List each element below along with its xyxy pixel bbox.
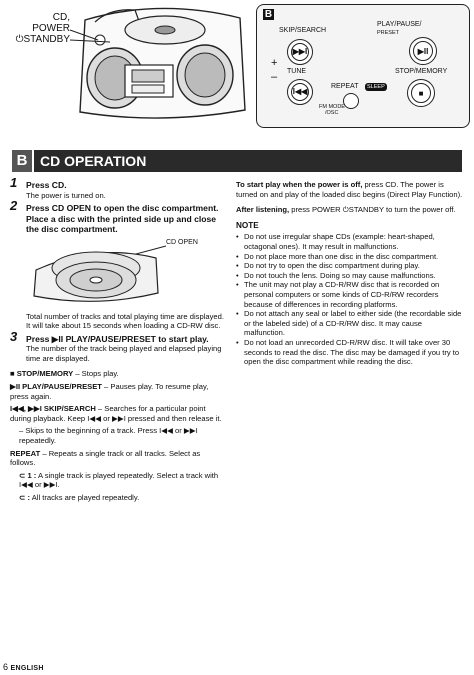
skip-key: I◀◀, ▶▶I SKIP/SEARCH	[10, 404, 96, 414]
power-off-key: To start play when the power is off,	[236, 180, 363, 189]
skip-description	[10, 404, 225, 423]
callout-line-standby: ⏻STANDBY	[15, 34, 70, 45]
skip-forward-icon: ▶▶I	[291, 43, 310, 62]
after-text: press POWER ⏻STANDBY to turn the power off.	[289, 205, 456, 215]
left-column	[10, 175, 225, 506]
language-label: ENGLISH	[10, 665, 44, 672]
note-item: • The unit may not play a CD-R/RW disc that is recorded on personal computers or some kinds of CD-R/RW recorders because of differences in recording platforms.	[236, 280, 464, 309]
callout-line-cd: CD,	[52, 12, 70, 23]
repeat-description	[10, 449, 225, 468]
plus-sign: +	[271, 57, 278, 69]
step-title: Press CD.	[26, 180, 67, 190]
note-item: • Do not try to open the disc compartment during play.	[236, 261, 464, 271]
step-body: The power is turned on.	[26, 190, 106, 200]
step-number: 3	[10, 328, 18, 344]
sleep-label: SLEEP	[367, 84, 385, 90]
stop-memory-label: STOP/MEMORY	[395, 68, 448, 75]
play-pause-button[interactable]	[409, 37, 437, 65]
play-text: – Pauses play. To resume play, press again.	[10, 382, 209, 401]
after-key: After listening,	[236, 205, 290, 215]
note-item: • Do not load an unrecorded CD-R/RW disc. It will take over 30 seconds to read the disc. The disc may be damaged if you try to open the disc compartment while reading the disc.	[236, 338, 464, 367]
callout-label	[10, 12, 70, 45]
stop-button[interactable]	[407, 79, 435, 107]
repeat-key: REPEAT	[10, 448, 41, 458]
repeat-button[interactable]	[343, 93, 359, 109]
total-tracks-note: Total number of tracks and total playing time are displayed. It will take about 15 seconds when loading a CD-RW disc.	[26, 311, 224, 331]
step-title: Press ▶II PLAY/PAUSE/PRESET to start play.	[26, 333, 209, 344]
repeat-text: – Repeats a single track or all tracks. Select as follows.	[10, 448, 201, 468]
section-tag: B	[12, 150, 34, 172]
cd-open-illustration	[26, 238, 225, 308]
page-footer	[3, 662, 44, 672]
repeat-all-key: ⊂ :	[19, 493, 31, 502]
stop-description	[10, 369, 225, 379]
right-column	[236, 180, 464, 367]
repeat-single	[10, 471, 225, 490]
skip-back-icon: I◀◀	[291, 83, 310, 102]
step-body: The number of the track being played and elapsed playing time are displayed.	[26, 344, 222, 363]
controls-list	[10, 369, 225, 502]
repeat-label: REPEAT	[331, 83, 359, 90]
repeat-all	[10, 493, 225, 503]
stop-text: – Stops play.	[73, 369, 119, 379]
step-title: Press CD OPEN to open the disc compartment. Place a disc with the printed side up and close the disc compartment.	[26, 203, 219, 235]
tune-label: TUNE	[287, 68, 307, 75]
play-pause-label: PLAY/PAUSE/	[377, 21, 422, 28]
osc-label: /OSC	[325, 110, 339, 116]
cd-open-label: CD OPEN	[166, 238, 198, 246]
after-listening	[236, 205, 464, 215]
skip-forward-button[interactable]	[287, 39, 313, 65]
preset-label: PRESET	[377, 30, 400, 36]
skip-back-button[interactable]	[287, 79, 313, 105]
stop-icon: ■	[411, 83, 431, 103]
note-item: • Do not touch the lens. Doing so may cause malfunctions.	[236, 271, 464, 281]
repeat-all-text: All tracks are played repeatedly.	[30, 493, 140, 502]
step-2	[10, 198, 225, 235]
note-item: • Do not attach any seal or label to either side (the recordable side or the labeled side) of a CD-R/RW disc. It may cause malfunction.	[236, 309, 464, 338]
page-number: 6	[3, 662, 9, 672]
callout-line-power: POWER	[32, 23, 70, 34]
power-off-play	[236, 180, 464, 199]
cd-compartment-drawing	[26, 238, 176, 308]
play-key: ▶II PLAY/PAUSE/PRESET	[10, 382, 102, 392]
repeat-single-text: A single track is played repeatedly. Select a track with I◀◀ or ▶▶I.	[19, 470, 219, 490]
note-list	[236, 232, 464, 366]
note-item: • Do not use irregular shape CDs (example: heart-shaped, octagonal ones). It may result in malfunctions.	[236, 232, 464, 251]
power-off-text: press CD. The power is turned on and play of the loaded disc begins (Direct Play Function).	[236, 180, 463, 199]
play-pause-icon: ▶II	[413, 41, 433, 61]
note-item: • Do not place more than one disc in the disc compartment.	[236, 252, 464, 262]
step-number: 2	[10, 198, 18, 214]
stop-key: ■ STOP/MEMORY	[10, 369, 74, 379]
play-description	[10, 382, 225, 401]
skip-text: – Searches for a particular point during playback. Keep I◀◀ or ▶▶I pressed and then release it.	[10, 404, 222, 423]
note-title: NOTE	[236, 220, 259, 230]
repeat-single-key: ⊂ 1 :	[19, 470, 37, 480]
skip-description-2: – Skips to the beginning of a track. Press I◀◀ or ▶▶I repeatedly.	[19, 426, 198, 446]
section-title: CD OPERATION	[40, 153, 147, 169]
minus-sign: –	[271, 71, 278, 83]
step-number: 1	[10, 175, 18, 190]
control-panel	[256, 4, 470, 128]
fm-mode-label: FM MODE	[319, 104, 345, 110]
step-1	[10, 175, 225, 200]
panel-tag: B	[264, 9, 273, 20]
step-3	[10, 328, 225, 364]
skip-search-label: SKIP/SEARCH	[279, 27, 327, 34]
